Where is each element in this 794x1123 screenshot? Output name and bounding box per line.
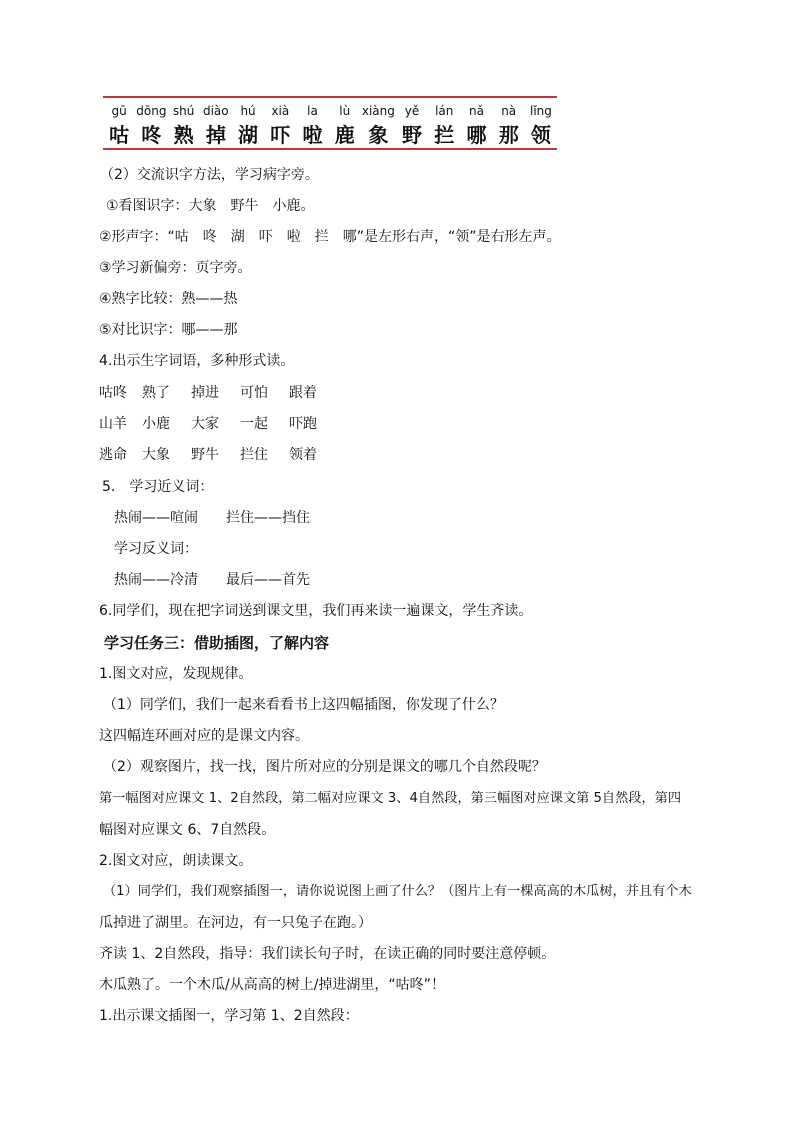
paragraph-line: （1）同学们，我们观察插图一，请你说说图上画了什么？（图片上有一棵高高的木瓜树，并且有个木 [103, 884, 692, 899]
hanzi-cell: 吓 [270, 122, 291, 147]
paragraph-line: 幅图对应课文 6、7自然段。 [99, 822, 276, 838]
paragraph-line: （2）交流识字方法，学习病字旁。 [100, 167, 319, 183]
word: 逃命 [99, 447, 127, 463]
word: 咕咚 [99, 385, 127, 401]
pinyin-cell: xià [271, 104, 290, 118]
pinyin-cell: yě [404, 104, 420, 118]
paragraph-line: （2）观察图片，找一找，图片所对应的分别是课文的哪几个自然段呢？ [103, 759, 546, 775]
pinyin-cell: lán [435, 104, 454, 118]
word: 一起 [240, 416, 268, 432]
hanzi-cell: 那 [498, 122, 519, 147]
word: 山羊 [99, 416, 127, 432]
paragraph-line: ⑤对比识字：哪——那 [99, 322, 238, 338]
paragraph-line: ②形声字：“咕 咚 湖 吓 啦 拦 哪”是左形右声，“领”是右形左声。 [99, 229, 561, 245]
word: 吓跑 [289, 416, 317, 432]
hanzi-cell: 咕 [109, 122, 130, 147]
hanzi-cell: 拦 [434, 122, 455, 147]
pinyin-cell: la [307, 104, 318, 118]
paragraph-line: 2.图文对应，朗读课文。 [99, 853, 253, 869]
word: 跟着 [289, 385, 317, 401]
paragraph-line: 木瓜熟了。一个木瓜/从高高的树上/掉进湖里，“咕咚”！ [99, 977, 445, 993]
hanzi-row [103, 118, 557, 148]
pinyin-cell: nǎ [468, 104, 484, 118]
paragraph-line: ③学习新偏旁：页字旁。 [99, 260, 252, 276]
word: 野牛 [191, 447, 219, 463]
word: 掉进 [191, 385, 219, 401]
paragraph-line: 第一幅图对应课文 1、2自然段，第二幅对应课文 3、4自然段，第三幅图对应课文第 5自然段，第四 [99, 791, 682, 806]
paragraph-line: 热闹——喧闹 拦住——挡住 [114, 510, 310, 526]
pinyin-cell: lù [339, 104, 351, 118]
paragraph-line: （1）同学们，我们一起来看看书上这四幅插图，你发现了什么？ [103, 697, 504, 713]
paragraph-line: 这四幅连环画对应的是课文内容。 [99, 728, 309, 744]
paragraph-line: 1.出示课文插图一，学习第 1、2自然段： [99, 1008, 359, 1024]
pinyin-cell: dōng [136, 104, 167, 118]
paragraph-line: 1.图文对应，发现规律。 [99, 666, 253, 682]
word: 熟了 [142, 385, 170, 401]
pinyin-cell: xiàng [361, 104, 395, 118]
hanzi-cell: 熟 [173, 122, 194, 147]
word-row [99, 445, 338, 465]
pinyin-cell: shú [172, 104, 195, 118]
word: 领着 [289, 447, 317, 463]
hanzi-cell: 领 [530, 122, 551, 147]
paragraph-line: 5. 学习近义词： [102, 479, 214, 495]
pinyin-cell: nà [501, 104, 517, 118]
paragraph-line: 热闹——冷清 最后——首先 [114, 572, 310, 588]
hanzi-cell: 哪 [466, 122, 487, 147]
pinyin-cell: diào [202, 104, 229, 118]
word: 小鹿 [142, 416, 170, 432]
word-row [99, 414, 338, 434]
pinyin-cell: gū [111, 104, 127, 118]
word: 拦住 [240, 447, 268, 463]
hanzi-cell: 野 [401, 122, 422, 147]
hanzi-cell: 鹿 [334, 122, 355, 147]
paragraph-line: ①看图识字：大象 野牛 小鹿。 [106, 198, 315, 214]
hanzi-cell: 象 [368, 122, 389, 147]
paragraph-line: 学习反义词： [114, 541, 198, 557]
paragraph-line: ④熟字比较：熟——热 [99, 291, 238, 307]
pinyin-cell: hú [240, 104, 256, 118]
pinyin-cell: lǐng [529, 104, 552, 118]
section-heading: 学习任务三：借助插图，了解内容 [104, 634, 330, 652]
paragraph-line: 4.出示生字词语，多种形式读。 [99, 353, 295, 369]
word: 大家 [191, 416, 219, 432]
word: 可怕 [240, 385, 268, 401]
hanzi-cell: 湖 [238, 122, 259, 147]
paragraph-line: 齐读 1、2自然段，指导：我们读长句子时，在读正确的同时要注意停顿。 [99, 946, 556, 962]
paragraph-line: 6.同学们，现在把字词送到课文里，我们再来读一遍课文，学生齐读。 [99, 603, 533, 619]
paragraph-line: 瓜掉进了湖里。在河边，有一只兔子在跑。） [99, 915, 372, 931]
pinyin-character-table [103, 96, 557, 150]
hanzi-cell: 啦 [302, 122, 323, 147]
hanzi-cell: 咚 [141, 122, 162, 147]
word: 大象 [142, 447, 170, 463]
pinyin-row [103, 98, 557, 118]
hanzi-cell: 掉 [205, 122, 226, 147]
word-row [99, 383, 338, 403]
